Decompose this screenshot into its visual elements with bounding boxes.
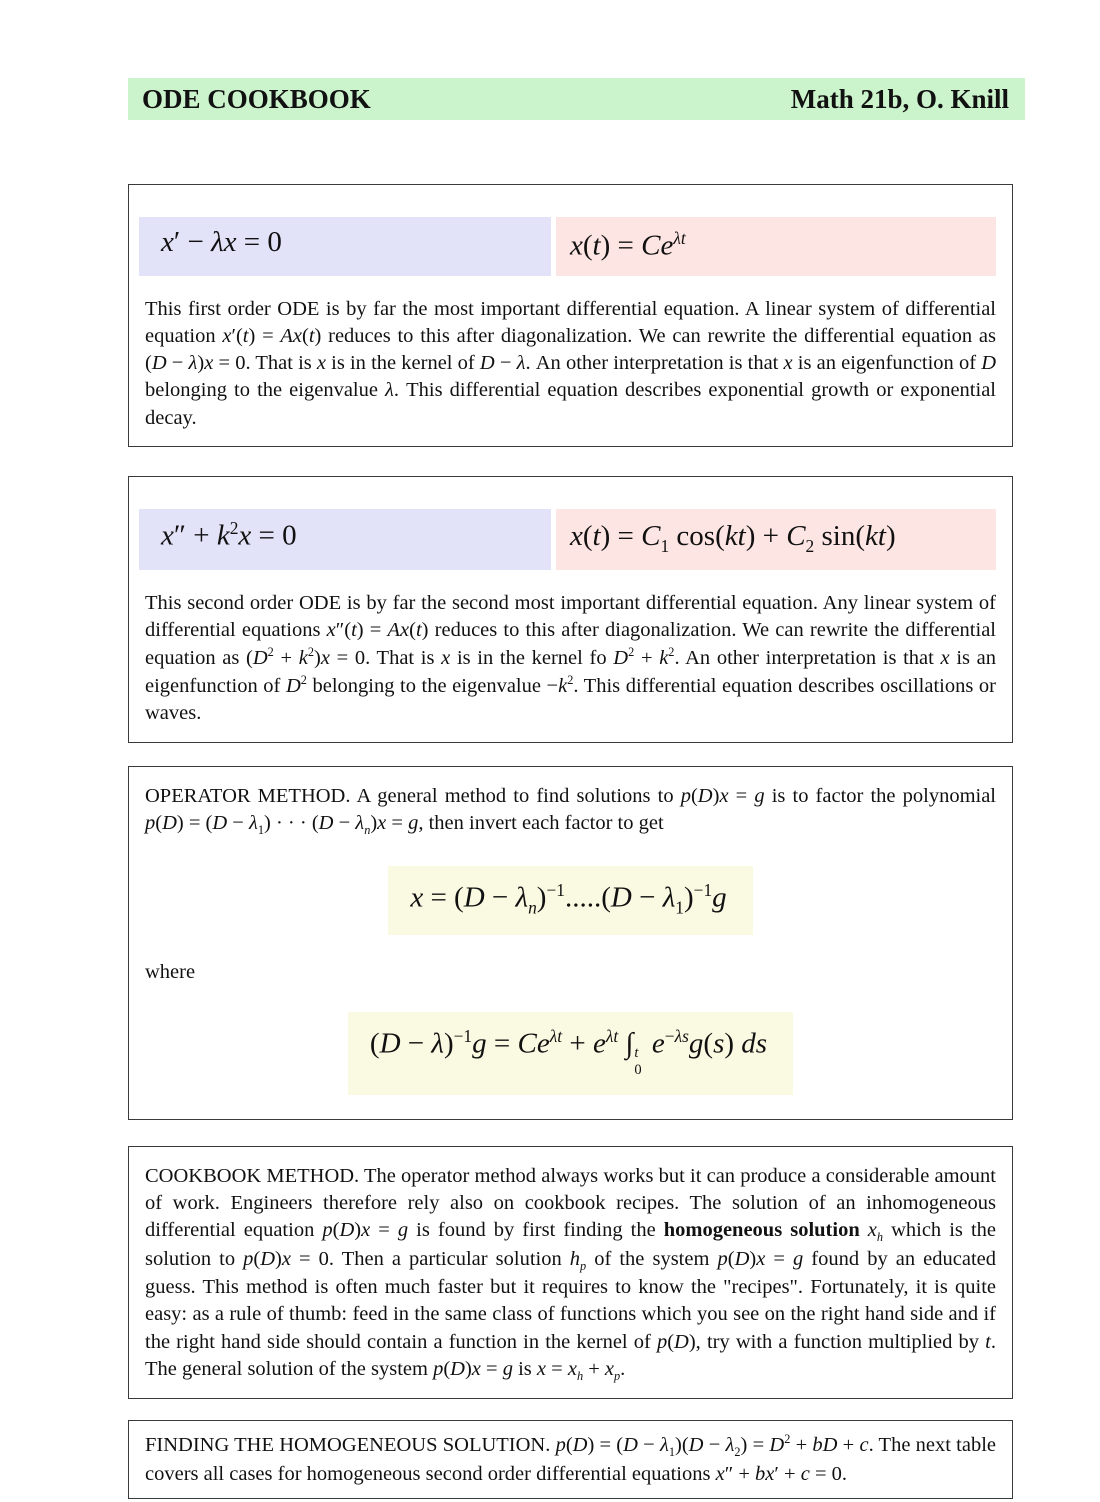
course-label: Math 21b, O. Knill — [790, 83, 1009, 114]
first-order-solution: $x(t) = Ce^{\lambda t}$ — [556, 217, 996, 276]
doc-title: ODE COOKBOOK — [142, 83, 371, 114]
second-order-solution: $x(t) = C_1$ $\cos(kt) + C_2$ sin(kt) — [556, 509, 996, 570]
operator-method-box — [128, 766, 1013, 1120]
where-label: where — [145, 960, 196, 983]
homogeneous-solution-box — [128, 1420, 1013, 1499]
second-order-equation: $x'' + k^2x = 0$ — [139, 509, 551, 570]
title-bar — [128, 78, 1025, 120]
operator-method-intro: OPERATOR METHOD. A general method to find solutions to p(D)x = g is to factor the polynomial $p(D) = (D - \lambda_1)$ · · · $(D - \lambda_n)x = g$, then invert each factor to get — [145, 784, 997, 837]
first-order-equation: x′ − λx = 0 — [139, 217, 551, 276]
cookbook-method-box — [128, 1146, 1013, 1400]
operator-inversion-formula: $x = (D - \lambda_n)^{-1}.....(D - \lambda_1)^{-1}g$ — [388, 866, 752, 934]
second-order-equation-row — [139, 509, 996, 570]
cookbook-method-text: COOKBOOK METHOD. The operator method always works but it can produce a considerable amount of work. Engineers therefore rely also on cookbook recipes. The solution of an inhomogeneous differential equation p(D)x = g is found by first finding the homogeneous solution $x_h$ which is the solution to p(D)x = 0. Then a particular solution $h_p$ of the system p(D)x = g found by an educated guess. This method is often much faster but it requires to know the "recipes". Fortunately, it is quite easy: as a rule of thumb: feed in the same class of functions which you see on the right hand side and if the right hand side should contain a function in the kernel of p(D), try with a function multiplied by t. The general solution of the system p(D)x = g is $x = x_h + x_p$. — [145, 1164, 997, 1384]
second-order-ode-box — [128, 476, 1013, 743]
second-order-description: This second order ODE is by far the second most important differential equation. Any linear system of differential equations x″(t) = Ax(t) reduces to this after diagonalization. We can rewrite the differential equation as $(D^2 + k^2)x = 0$. That is x is in the kernel fo $D^2 + k^2$. An other interpretation is that x is an eigenfunction of $D^2$ belonging to the eigenvalue $-k^2$. This differential equation describes oscillations or waves. — [145, 591, 997, 725]
first-order-description: This first order ODE is by far the most important differential equation. A linear system of differential equation x′(t) = Ax(t) reduces to this after diagonalization. We can rewrite the differential equation as (D − λ)x = 0. That is x is in the kernel of D − λ. An other interpretation is that x is an eigenfunction of D belonging to the eigenvalue λ. This differential equation describes exponential growth or exponential decay. — [145, 297, 997, 429]
document-page — [0, 78, 1100, 1502]
homogeneous-solution-text: FINDING THE HOMOGENEOUS SOLUTION. $p(D) = (D - \lambda_1)(D - \lambda_2) = D^2$ + bD + c. The next table covers all cases for homogeneous second order differential equations x″ + bx′ + c = 0. — [145, 1432, 996, 1485]
inverse-operator-formula: $(D - \lambda)^{-1}g = Ce^{\lambda t} + e^{\lambda t}$ ∫ t 0 $e^{-\lambda s}g(s)$ ds — [348, 1012, 793, 1095]
first-order-equation-row — [139, 217, 996, 276]
first-order-ode-box — [128, 184, 1013, 447]
